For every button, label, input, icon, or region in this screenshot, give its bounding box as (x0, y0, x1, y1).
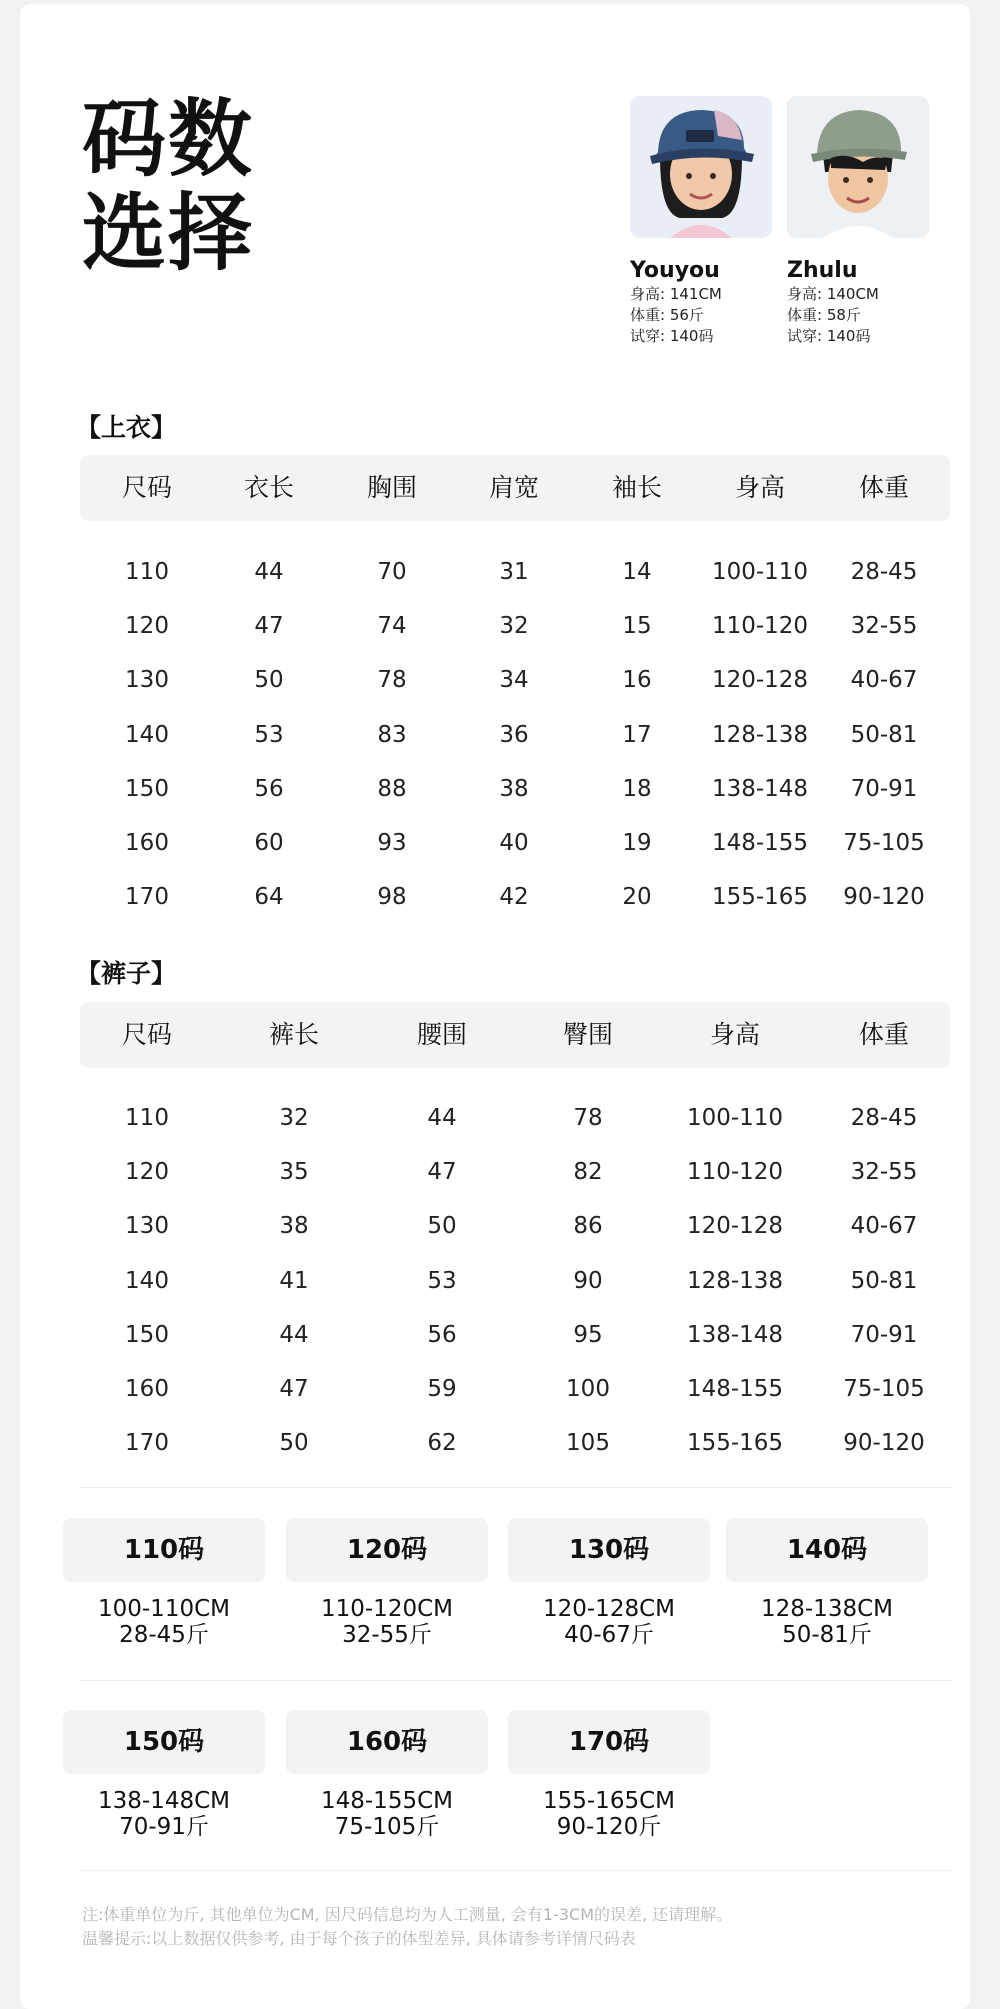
page-title-line1: 码数 (82, 90, 255, 188)
size-weight-range: 28-45斤 (119, 1622, 209, 1648)
tops-cell: 40 (499, 830, 529, 856)
size-label: 170码 (508, 1710, 710, 1774)
pants-cell: 110-120 (686, 1159, 784, 1186)
pants-cell: 120-128 (686, 1213, 784, 1240)
tops-cell: 110-120 (711, 613, 809, 640)
tops-cell: 75-105 (843, 830, 925, 856)
tops-cell: 38 (499, 775, 529, 802)
pants-cell: 50 (427, 1213, 457, 1240)
model-height: 身高: 141CM (630, 285, 722, 303)
tops-cell: 90-120 (843, 884, 925, 911)
tops-cell: 50-81 (850, 721, 918, 748)
model-tryon: 试穿: 140码 (630, 327, 714, 345)
size-height-range: 155-165CM (542, 1788, 675, 1814)
pants-cell: 148-155 (686, 1376, 784, 1402)
model-photo-zhulu (787, 96, 929, 238)
tops-cell: 155-165 (711, 884, 809, 911)
tops-cell: 140 (125, 721, 169, 748)
pants-cell: 35 (279, 1159, 309, 1186)
pants-cell: 105 (566, 1430, 610, 1457)
pants-cell: 100 (566, 1376, 610, 1402)
tops-cell: 42 (499, 884, 529, 911)
size-height-range: 110-120CM (320, 1596, 453, 1622)
child-portrait-icon (787, 96, 929, 238)
size-label: 140码 (726, 1518, 928, 1582)
pants-cell: 100-110 (686, 1105, 784, 1131)
tops-cell: 170 (125, 884, 169, 911)
pants-cell: 90-120 (843, 1430, 925, 1457)
tops-cell: 70 (377, 559, 407, 585)
tops-cell: 31 (499, 559, 529, 585)
page-title-line2: 选择 (82, 184, 255, 282)
pants-cell: 59 (427, 1376, 457, 1402)
tops-cell: 20 (622, 884, 652, 911)
pants-cell: 47 (279, 1376, 309, 1402)
tops-cell: 18 (622, 775, 652, 802)
size-label: 130码 (508, 1518, 710, 1582)
tops-header-cell: 袖长 (611, 473, 663, 502)
size-label: 110码 (63, 1518, 265, 1582)
model-card-zhulu (787, 96, 929, 347)
pants-section-label: 【裤子】 (76, 959, 177, 988)
tops-cell: 15 (622, 613, 652, 640)
size-card-130 (508, 1518, 710, 1648)
model-name: Youyou (630, 258, 720, 283)
size-weight-range: 75-105斤 (334, 1814, 440, 1840)
tops-cell: 17 (622, 721, 652, 748)
tops-cell: 32-55 (850, 613, 918, 640)
model-name: Zhulu (787, 258, 858, 283)
size-card-160 (286, 1710, 488, 1840)
size-height-range: 120-128CM (542, 1596, 675, 1622)
pants-header-cell: 尺码 (121, 1020, 173, 1049)
size-label: 160码 (286, 1710, 488, 1774)
pants-cell: 128-138 (686, 1267, 784, 1294)
tops-header-cell: 身高 (734, 473, 786, 502)
size-card-150 (63, 1710, 265, 1840)
pants-cell: 82 (573, 1159, 603, 1186)
size-guide-card (20, 4, 970, 2009)
size-weight-range: 70-91斤 (119, 1814, 209, 1840)
divider (80, 1870, 953, 1871)
model-card-youyou (630, 96, 772, 347)
pants-cell: 160 (125, 1376, 169, 1402)
size-weight-range: 32-55斤 (342, 1622, 432, 1648)
tops-cell: 14 (622, 559, 652, 585)
tops-cell: 32 (499, 613, 529, 640)
pants-cell: 170 (125, 1430, 169, 1457)
tops-cell: 74 (377, 613, 407, 640)
pants-header-cell: 臀围 (562, 1020, 614, 1049)
model-weight: 体重: 56斤 (630, 306, 704, 324)
tops-cell: 130 (125, 667, 169, 694)
pants-cell: 38 (279, 1213, 309, 1240)
tops-cell: 88 (377, 775, 407, 802)
tops-cell: 16 (622, 667, 652, 694)
pants-cell: 86 (573, 1213, 603, 1240)
size-label: 120码 (286, 1518, 488, 1582)
tops-cell: 64 (254, 884, 284, 911)
pants-cell: 28-45 (850, 1105, 918, 1131)
size-weight-range: 90-120斤 (556, 1814, 662, 1840)
page-title (82, 92, 254, 280)
child-portrait-icon (630, 96, 772, 238)
pants-cell: 47 (427, 1159, 457, 1186)
pants-cell: 40-67 (850, 1213, 918, 1240)
tops-cell: 160 (125, 830, 169, 856)
tops-header-cell: 肩宽 (488, 473, 540, 502)
tops-cell: 93 (377, 830, 407, 856)
size-weight-range: 40-67斤 (564, 1622, 654, 1648)
tops-cell: 56 (254, 775, 284, 802)
divider (80, 1680, 953, 1681)
pants-cell: 78 (573, 1105, 603, 1131)
pants-cell: 90 (573, 1267, 603, 1294)
tops-table-header (80, 455, 950, 521)
size-height-range: 100-110CM (97, 1596, 230, 1622)
pants-cell: 53 (427, 1267, 457, 1294)
pants-cell: 155-165 (686, 1430, 784, 1457)
tops-cell: 40-67 (850, 667, 918, 694)
tops-cell: 98 (377, 884, 407, 911)
model-tryon: 试穿: 140码 (787, 327, 871, 345)
tops-cell: 83 (377, 721, 407, 748)
size-weight-range: 50-81斤 (782, 1622, 872, 1648)
model-weight: 体重: 58斤 (787, 306, 861, 324)
divider (80, 1487, 953, 1488)
pants-cell: 75-105 (843, 1376, 925, 1402)
pants-cell: 120 (125, 1159, 169, 1186)
tops-cell: 100-110 (711, 559, 809, 585)
size-card-170 (508, 1710, 710, 1840)
tops-cell: 44 (254, 559, 284, 585)
tops-header-cell: 体重 (858, 473, 910, 502)
note-reminder: 温馨提示:以上数据仅供参考, 由于每个孩子的体型差异, 具体请参考详情尺码表 (82, 1929, 636, 1948)
pants-cell: 70-91 (850, 1321, 918, 1348)
pants-cell: 62 (427, 1430, 457, 1457)
tops-cell: 110 (125, 559, 169, 585)
pants-header-cell: 裤长 (268, 1020, 320, 1049)
pants-cell: 110 (125, 1105, 169, 1131)
pants-cell: 41 (279, 1267, 309, 1294)
note-measurement: 注:体重单位为斤, 其他单位为CM, 因尺码信息均为人工测量, 会有1-3CM的误差, 还请理解。 (82, 1905, 733, 1924)
tops-cell: 34 (499, 667, 529, 694)
tops-header-cell: 衣长 (243, 473, 295, 502)
pants-header-cell: 腰围 (416, 1020, 468, 1049)
tops-cell: 60 (254, 830, 284, 856)
tops-cell: 19 (622, 830, 652, 856)
tops-cell: 70-91 (850, 775, 918, 802)
size-card-140 (726, 1518, 928, 1648)
size-height-range: 148-155CM (320, 1788, 453, 1814)
tops-cell: 138-148 (711, 775, 809, 802)
pants-cell: 140 (125, 1267, 169, 1294)
pants-table-header (80, 1002, 950, 1068)
size-card-110 (63, 1518, 265, 1648)
pants-cell: 56 (427, 1321, 457, 1348)
tops-cell: 53 (254, 721, 284, 748)
tops-cell: 28-45 (850, 559, 918, 585)
tops-header-cell: 尺码 (121, 473, 173, 502)
pants-cell: 50 (279, 1430, 309, 1457)
tops-cell: 120-128 (711, 667, 809, 694)
pants-cell: 32-55 (850, 1159, 918, 1186)
tops-cell: 120 (125, 613, 169, 640)
pants-cell: 95 (573, 1321, 603, 1348)
tops-cell: 128-138 (711, 721, 809, 748)
tops-cell: 150 (125, 775, 169, 802)
size-card-120 (286, 1518, 488, 1648)
model-photo-youyou (630, 96, 772, 238)
pants-cell: 150 (125, 1321, 169, 1348)
tops-cell: 47 (254, 613, 284, 640)
tops-cell: 36 (499, 721, 529, 748)
tops-section-label: 【上衣】 (76, 413, 177, 442)
size-label: 150码 (63, 1710, 265, 1774)
pants-header-cell: 体重 (858, 1020, 910, 1049)
size-height-range: 128-138CM (760, 1596, 893, 1622)
tops-cell: 148-155 (711, 830, 809, 856)
pants-cell: 32 (279, 1105, 309, 1131)
pants-cell: 50-81 (850, 1267, 918, 1294)
pants-cell: 44 (427, 1105, 457, 1131)
tops-header-cell: 胸围 (366, 473, 418, 502)
tops-cell: 78 (377, 667, 407, 694)
tops-cell: 50 (254, 667, 284, 694)
pants-cell: 44 (279, 1321, 309, 1348)
model-height: 身高: 140CM (787, 285, 879, 303)
pants-cell: 130 (125, 1213, 169, 1240)
pants-header-cell: 身高 (709, 1020, 761, 1049)
pants-cell: 138-148 (686, 1321, 784, 1348)
size-height-range: 138-148CM (97, 1788, 230, 1814)
